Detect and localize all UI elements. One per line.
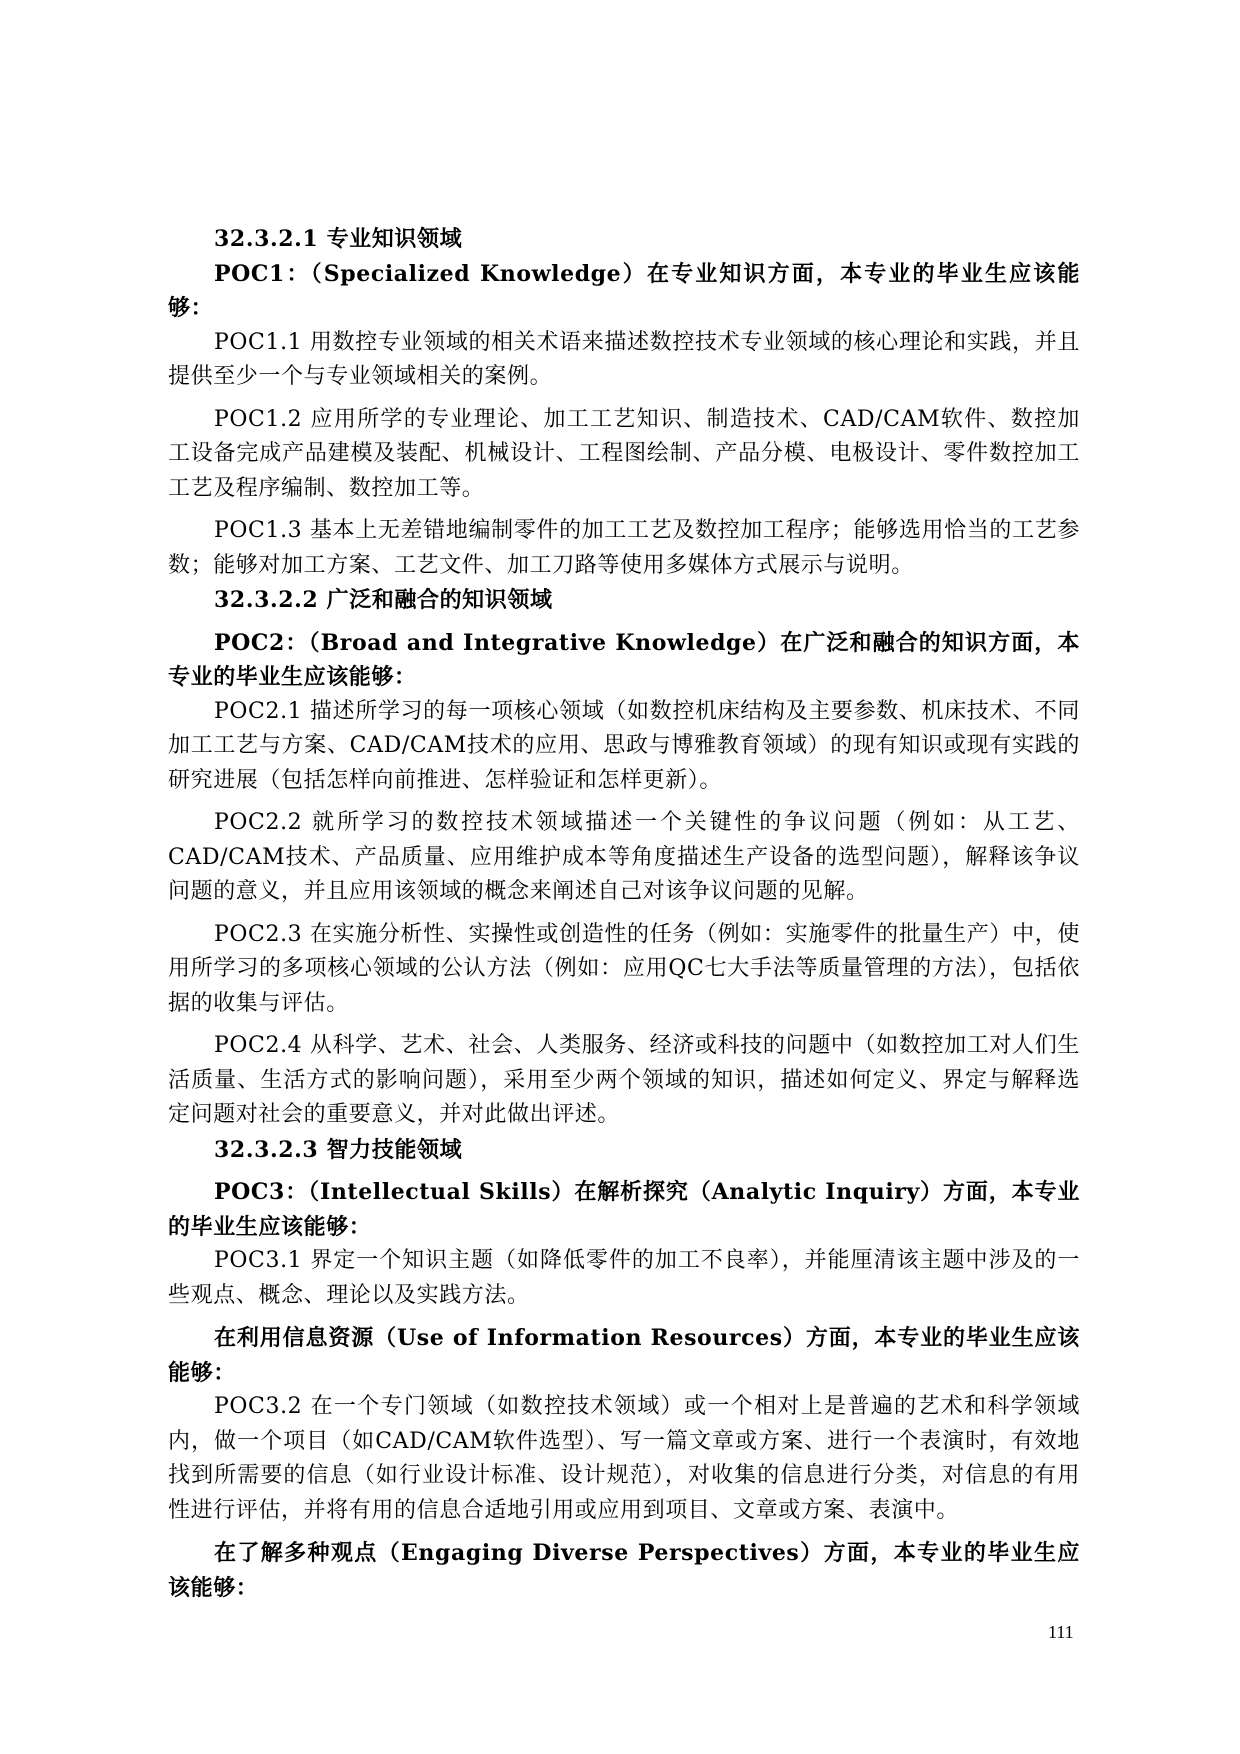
- poc1-1-paragraph: POC1.1 用数控专业领域的相关术语来描述数控技术专业领域的核心理论和实践，并且提供至少一个与专业领域相关的案例。: [168, 329, 1080, 389]
- page-number: 111: [1048, 1622, 1074, 1642]
- section-heading-32-3-2-2: 32.3.2.2 广泛和融合的知识领域: [214, 587, 553, 613]
- body-text: [168, 222, 1080, 1605]
- poc1-3-paragraph: POC1.3 基本上无差错地编制零件的加工工艺及数控加工程序；能够选用恰当的工艺参数；能够对加工方案、工艺文件、加工刀路等使用多媒体方式展示与说明。: [168, 518, 1080, 578]
- poc2-4-paragraph: POC2.4 从科学、艺术、社会、人类服务、经济或科技的问题中（如数控加工对人们生活质量、生活方式的影响问题），采用至少两个领域的知识，描述如何定义、界定与解释选定问题对社会的重要意义，并对此做出评述。: [168, 1033, 1080, 1127]
- section-heading-32-3-2-1: 32.3.2.1 专业知识领域: [214, 226, 463, 252]
- poc1-heading: POC1：（Specialized Knowledge）在专业知识方面，本专业的毕业生应该能够：: [168, 260, 1080, 321]
- poc2-1-paragraph: POC2.1 描述所学习的每一项核心领域（如数控机床结构及主要参数、机床技术、不同加工工艺与方案、CAD/CAM技术的应用、思政与博雅教育领域）的现有知识或现有实践的研究进展（包括怎样向前推进、怎样验证和怎样更新）。: [168, 698, 1080, 793]
- poc3-heading: POC3：（Intellectual Skills）在解析探究（Analytic Inquiry）方面，本专业的毕业生应该能够：: [168, 1179, 1080, 1240]
- poc2-3-paragraph: POC2.3 在实施分析性、实操性或创造性的任务（例如：实施零件的批量生产）中，使用所学习的多项核心领域的公认方法（例如：应用QC七大手法等质量管理的方法），包括依据的收集与评估。: [168, 921, 1080, 1016]
- information-resources-heading: 在利用信息资源（Use of Information Resources）方面，本专业的毕业生应该能够：: [168, 1325, 1080, 1386]
- section-heading-32-3-2-3: 32.3.2.3 智力技能领域: [214, 1136, 463, 1163]
- poc2-heading: POC2：（Broad and Integrative Knowledge）在广泛和融合的知识方面，本专业的毕业生应该能够：: [168, 629, 1080, 690]
- poc3-1-paragraph: POC3.1 界定一个知识主题（如降低零件的加工不良率），并能厘清该主题中涉及的一些观点、概念、理论以及实践方法。: [168, 1248, 1080, 1308]
- diverse-perspectives-heading: 在了解多种观点（Engaging Diverse Perspectives）方面，本专业的毕业生应该能够：: [168, 1540, 1080, 1601]
- poc1-2-paragraph: POC1.2 应用所学的专业理论、加工工艺知识、制造技术、CAD/CAM软件、数控加工设备完成产品建模及装配、机械设计、工程图绘制、产品分模、电极设计、零件数控加工工艺及程序编制、数控加工等。: [168, 406, 1080, 501]
- poc3-2-paragraph: POC3.2 在一个专门领域（如数控技术领域）或一个相对上是普遍的艺术和科学领域内，做一个项目（如CAD/CAM软件选型）、写一篇文章或方案、进行一个表演时，有效地找到所需要的信息（如行业设计标准、设计规范），对收集的信息进行分类，对信息的有用性进行评估，并将有用的信息合适地引用或应用到项目、文章或方案、表演中。: [168, 1394, 1080, 1523]
- poc2-2-paragraph: POC2.2 就所学习的数控技术领域描述一个关键性的争议问题（例如：从工艺、CAD/CAM技术、产品质量、应用维护成本等角度描述生产设备的选型问题），解释该争议问题的意义，并且应用该领域的概念来阐述自己对该争议问题的见解。: [168, 810, 1080, 904]
